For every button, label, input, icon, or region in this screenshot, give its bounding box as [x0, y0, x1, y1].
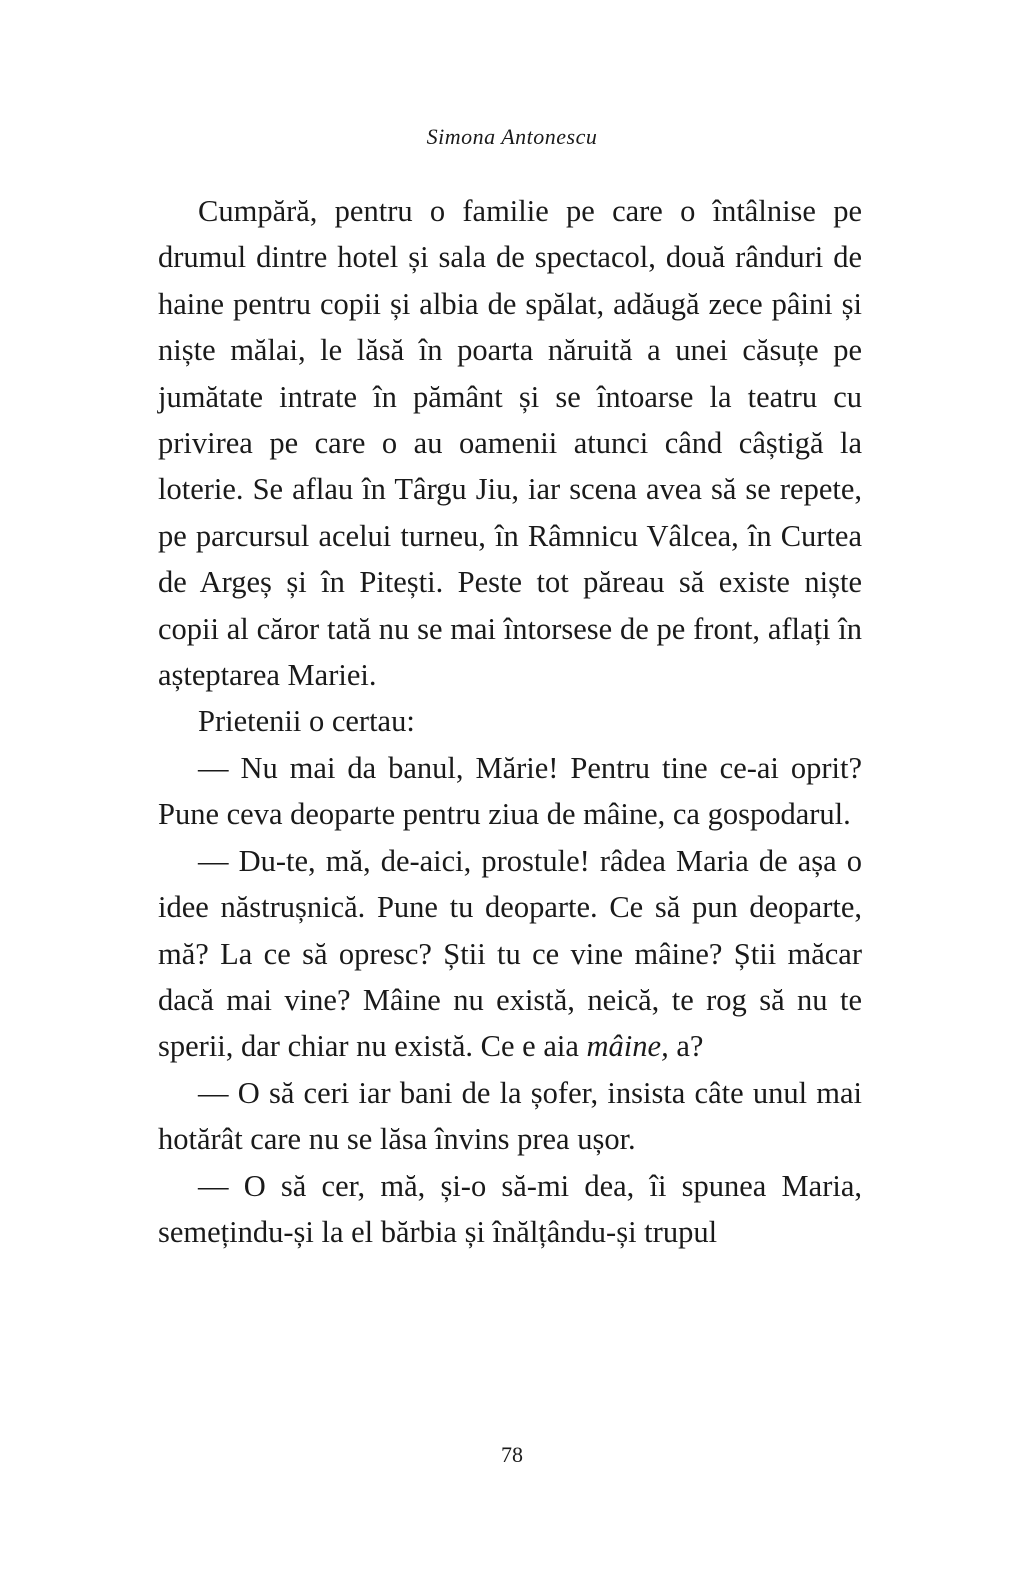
paragraph-4	[158, 838, 862, 1070]
paragraph-4-text: — Du-te, mă, de-aici, prostule! râdea Maria de așa o idee năstrușnică. Pune tu deoparte. Ce să pun deoparte, mă? La ce să opresc? Știi tu ce vine mâine? Știi măcar dacă mai vine? Mâine nu există, neică, te rog să nu te sperii, dar chiar nu există. Ce e aia	[158, 843, 862, 1064]
paragraph-1: Cumpără, pentru o familie pe care o întâlnise pe drumul dintre hotel și sala de spectacol, două rânduri de haine pentru copii și albia de spălat, adăugă zece pâini și niște mălai, le lăsă în poarta năruită a unei căsuțe pe jumătate intrate în pământ și se întoarse la teatru cu privirea pe care o au oamenii atunci când câștigă la loterie. Se aflau în Târgu Jiu, iar scena avea să se repete, pe parcursul acelui turneu, în Râmnicu Vâlcea, în Curtea de Argeș și în Pitești. Peste tot păreau să existe niște copii al căror tată nu se mai întorsese de pe front, aflați în așteptarea Mariei.	[158, 194, 862, 693]
paragraph-5: — O să ceri iar bani de la șofer, insista câte unul mai hotărât care nu se lăsa învins prea ușor.	[158, 1075, 862, 1157]
paragraph-4-italic: mâine,	[586, 1029, 669, 1064]
paragraph-3: — Nu mai da banul, Mărie! Pentru tine ce-ai oprit? Pune ceva deoparte pentru ziua de mâine, ca gospodarul.	[158, 750, 862, 832]
paragraph-2: Prietenii o certau:	[198, 704, 415, 739]
running-head-author: Simona Antonescu	[426, 124, 598, 149]
paragraph-4-end: a?	[668, 1029, 704, 1064]
body-text	[158, 188, 862, 1255]
page-number: 78	[501, 1442, 523, 1467]
paragraph-6: — O să cer, mă, și-o să-mi dea, îi spunea Maria, semețindu-și la el bărbia și înălțându-și trupul	[158, 1168, 862, 1249]
